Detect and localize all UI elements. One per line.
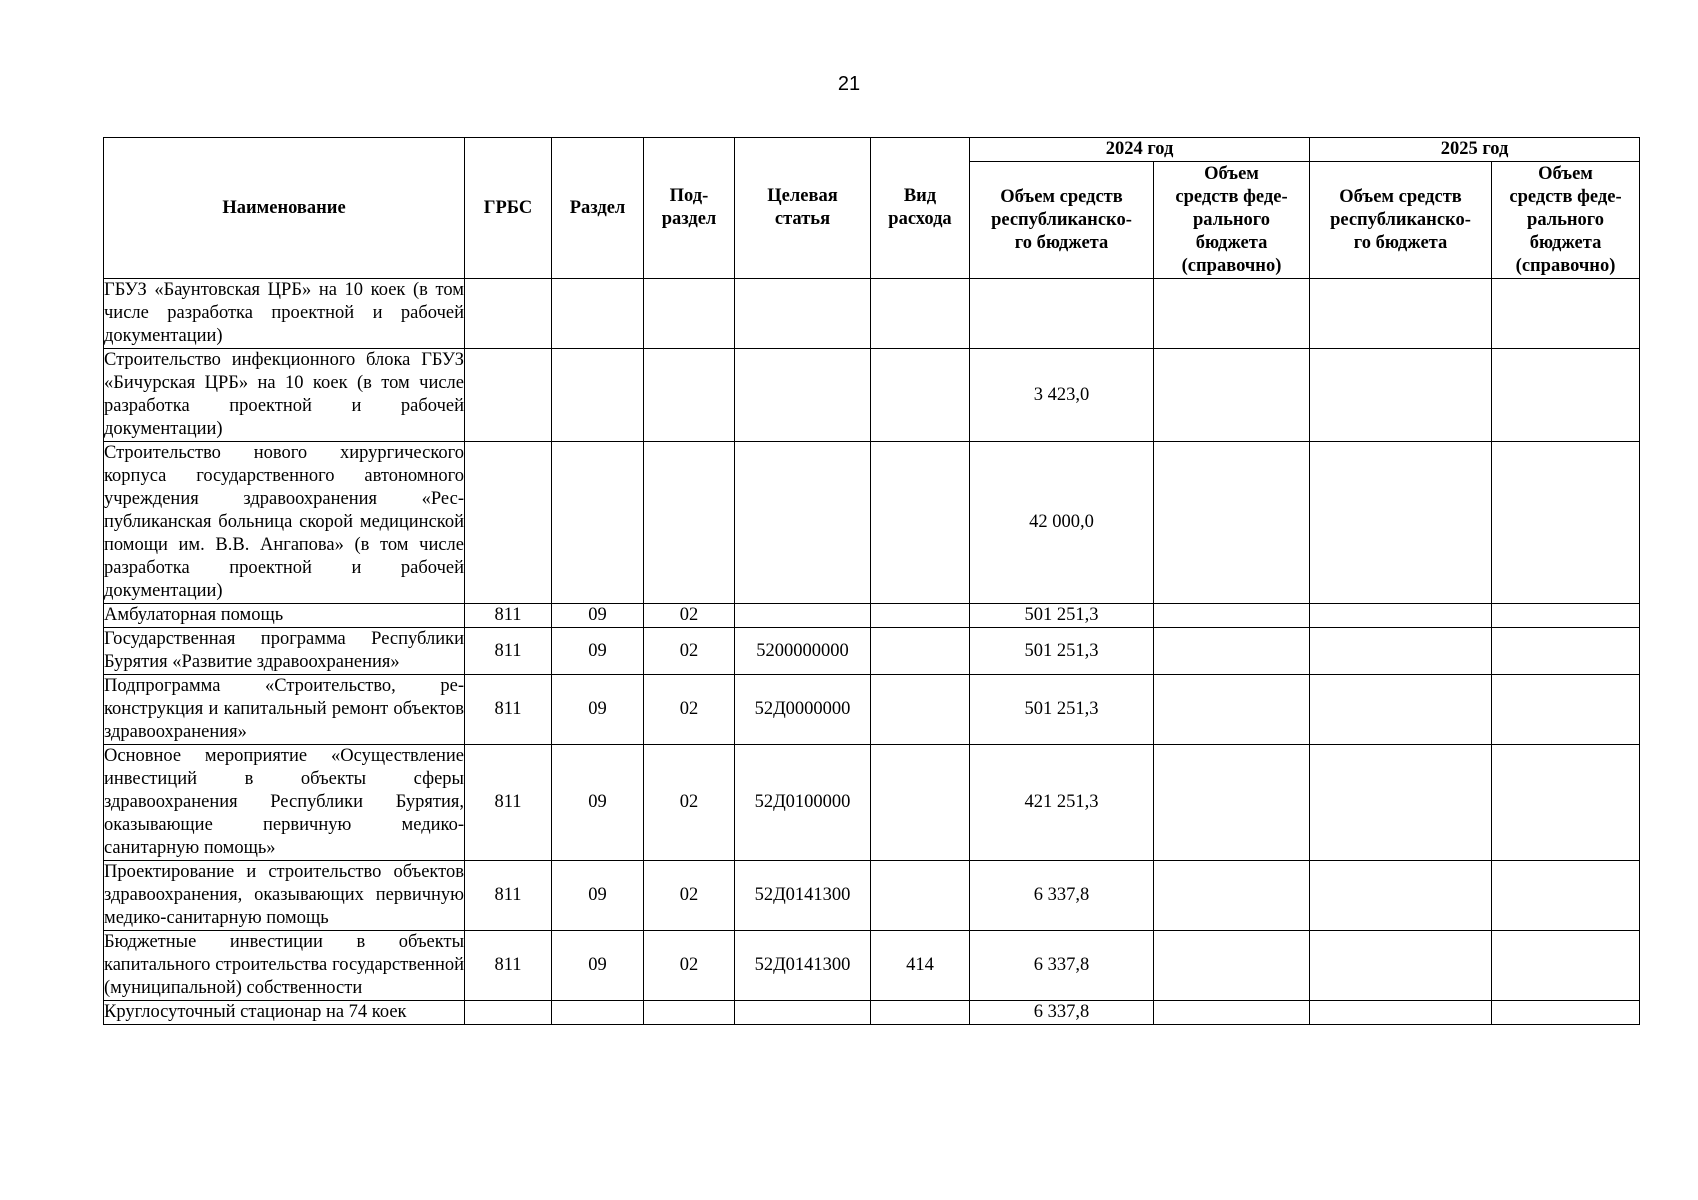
header-fed-budget-2025: Объем средств феде- рального бюджета (справочно)	[1492, 162, 1640, 279]
table-row	[104, 861, 1640, 931]
cell-vid	[871, 675, 970, 745]
cell-rep-2025	[1310, 442, 1492, 604]
header-vid-rashoda: Вид расхода	[871, 138, 970, 279]
cell-fed-2025	[1492, 745, 1640, 861]
cell-fed-2024	[1154, 279, 1310, 349]
table-body	[104, 279, 1640, 1025]
cell-celevaya: 52Д0141300	[735, 931, 871, 1001]
cell-fed-2024	[1154, 442, 1310, 604]
cell-fed-2025	[1492, 861, 1640, 931]
cell-podrazdel	[644, 279, 735, 349]
cell-razdel: 09	[552, 861, 644, 931]
cell-vid	[871, 628, 970, 675]
cell-podrazdel: 02	[644, 604, 735, 628]
cell-vid	[871, 279, 970, 349]
cell-grbs	[465, 349, 552, 442]
cell-celevaya: 52Д0100000	[735, 745, 871, 861]
cell-rep-2024: 42 000,0	[970, 442, 1154, 604]
cell-celevaya: 5200000000	[735, 628, 871, 675]
cell-rep-2025	[1310, 675, 1492, 745]
cell-fed-2024	[1154, 745, 1310, 861]
table-row	[104, 931, 1640, 1001]
cell-name: Основное мероприятие «Осуществление инвестиций в объекты сферы здравоохранения Республики Бурятия, оказывающие первичную медико-санитарную помощь»	[104, 745, 465, 861]
cell-celevaya	[735, 604, 871, 628]
table-row	[104, 675, 1640, 745]
cell-rep-2024: 501 251,3	[970, 628, 1154, 675]
table-row	[104, 604, 1640, 628]
cell-name: Государственная программа Республики Бурятия «Развитие здравоохранения»	[104, 628, 465, 675]
cell-fed-2024	[1154, 861, 1310, 931]
header-celevaya-statya: Целевая статья	[735, 138, 871, 279]
cell-grbs	[465, 279, 552, 349]
cell-grbs: 811	[465, 604, 552, 628]
cell-fed-2025	[1492, 675, 1640, 745]
cell-name: Круглосуточный стационар на 74 коек	[104, 1001, 465, 1025]
cell-fed-2024	[1154, 1001, 1310, 1025]
cell-name: Подпрограмма «Строительство, реконструкция и капитальный ремонт объектов здравоохранения»	[104, 675, 465, 745]
budget-table	[103, 137, 1640, 1025]
cell-fed-2025	[1492, 349, 1640, 442]
cell-rep-2024: 501 251,3	[970, 675, 1154, 745]
cell-fed-2024	[1154, 604, 1310, 628]
header-year-2024: 2024 год	[970, 138, 1310, 162]
table-row	[104, 279, 1640, 349]
cell-name: ГБУЗ «Баунтовская ЦРБ» на 10 коек (в том числе разработка проектной и рабочей документации)	[104, 279, 465, 349]
cell-grbs	[465, 442, 552, 604]
cell-grbs	[465, 1001, 552, 1025]
page-number: 21	[837, 73, 861, 95]
cell-rep-2024: 3 423,0	[970, 349, 1154, 442]
cell-rep-2025	[1310, 745, 1492, 861]
cell-podrazdel	[644, 442, 735, 604]
cell-podrazdel: 02	[644, 628, 735, 675]
table-row	[104, 442, 1640, 604]
cell-fed-2025	[1492, 604, 1640, 628]
cell-name: Амбулаторная помощь	[104, 604, 465, 628]
cell-fed-2025	[1492, 628, 1640, 675]
cell-vid	[871, 442, 970, 604]
cell-rep-2024: 6 337,8	[970, 861, 1154, 931]
cell-fed-2024	[1154, 931, 1310, 1001]
cell-rep-2024	[970, 279, 1154, 349]
cell-rep-2024: 6 337,8	[970, 931, 1154, 1001]
cell-fed-2025	[1492, 1001, 1640, 1025]
cell-fed-2025	[1492, 279, 1640, 349]
cell-fed-2024	[1154, 675, 1310, 745]
cell-vid	[871, 349, 970, 442]
table-row	[104, 745, 1640, 861]
table-row	[104, 628, 1640, 675]
cell-fed-2024	[1154, 349, 1310, 442]
cell-rep-2025	[1310, 349, 1492, 442]
cell-rep-2025	[1310, 628, 1492, 675]
cell-vid	[871, 745, 970, 861]
table-row	[104, 1001, 1640, 1025]
cell-grbs: 811	[465, 628, 552, 675]
header-year-2025: 2025 год	[1310, 138, 1640, 162]
cell-rep-2025	[1310, 861, 1492, 931]
header-name: Наименование	[104, 138, 465, 279]
cell-name: Проектирование и строительство объектов здравоохранения, оказывающих первичную медико-санитарную помощь	[104, 861, 465, 931]
header-rep-budget-2025: Объем средств республиканско- го бюджета	[1310, 162, 1492, 279]
header-grbs: ГРБС	[465, 138, 552, 279]
cell-razdel: 09	[552, 604, 644, 628]
cell-razdel	[552, 442, 644, 604]
cell-razdel: 09	[552, 931, 644, 1001]
cell-rep-2025	[1310, 1001, 1492, 1025]
cell-grbs: 811	[465, 745, 552, 861]
cell-podrazdel: 02	[644, 675, 735, 745]
cell-podrazdel: 02	[644, 745, 735, 861]
cell-grbs: 811	[465, 861, 552, 931]
cell-razdel: 09	[552, 628, 644, 675]
cell-vid	[871, 604, 970, 628]
cell-podrazdel	[644, 1001, 735, 1025]
cell-razdel	[552, 349, 644, 442]
cell-razdel: 09	[552, 745, 644, 861]
cell-fed-2024	[1154, 628, 1310, 675]
header-podrazdel: Под- раздел	[644, 138, 735, 279]
cell-celevaya	[735, 349, 871, 442]
cell-name: Бюджетные инвестиции в объекты капитального строительства государственной (муниципальной) собственности	[104, 931, 465, 1001]
cell-celevaya	[735, 279, 871, 349]
cell-podrazdel	[644, 349, 735, 442]
cell-celevaya: 52Д0141300	[735, 861, 871, 931]
cell-podrazdel: 02	[644, 931, 735, 1001]
cell-fed-2025	[1492, 931, 1640, 1001]
cell-grbs: 811	[465, 931, 552, 1001]
cell-razdel	[552, 279, 644, 349]
cell-vid	[871, 1001, 970, 1025]
cell-rep-2025	[1310, 931, 1492, 1001]
cell-rep-2025	[1310, 279, 1492, 349]
header-razdel: Раздел	[552, 138, 644, 279]
cell-rep-2024: 501 251,3	[970, 604, 1154, 628]
cell-rep-2024: 6 337,8	[970, 1001, 1154, 1025]
cell-razdel	[552, 1001, 644, 1025]
cell-name: Строительство нового хирургического корпуса государственного автономного учреждения здравоохранения «Республиканская больница скорой медицинской помощи им. В.В. Ангапова» (в том числе разработка проектной и рабочей документации)	[104, 442, 465, 604]
cell-celevaya: 52Д0000000	[735, 675, 871, 745]
cell-celevaya	[735, 442, 871, 604]
cell-rep-2024: 421 251,3	[970, 745, 1154, 861]
cell-razdel: 09	[552, 675, 644, 745]
cell-celevaya	[735, 1001, 871, 1025]
cell-vid: 414	[871, 931, 970, 1001]
cell-vid	[871, 861, 970, 931]
table-row	[104, 349, 1640, 442]
cell-grbs: 811	[465, 675, 552, 745]
header-rep-budget-2024: Объем средств республиканско- го бюджета	[970, 162, 1154, 279]
header-row-years	[104, 138, 1640, 162]
cell-rep-2025	[1310, 604, 1492, 628]
cell-name: Строительство инфекционного блока ГБУЗ «Бичурская ЦРБ» на 10 коек (в том числе разработка проектной и рабочей документации)	[104, 349, 465, 442]
header-fed-budget-2024: Объем средств феде- рального бюджета (справочно)	[1154, 162, 1310, 279]
cell-fed-2025	[1492, 442, 1640, 604]
cell-podrazdel: 02	[644, 861, 735, 931]
